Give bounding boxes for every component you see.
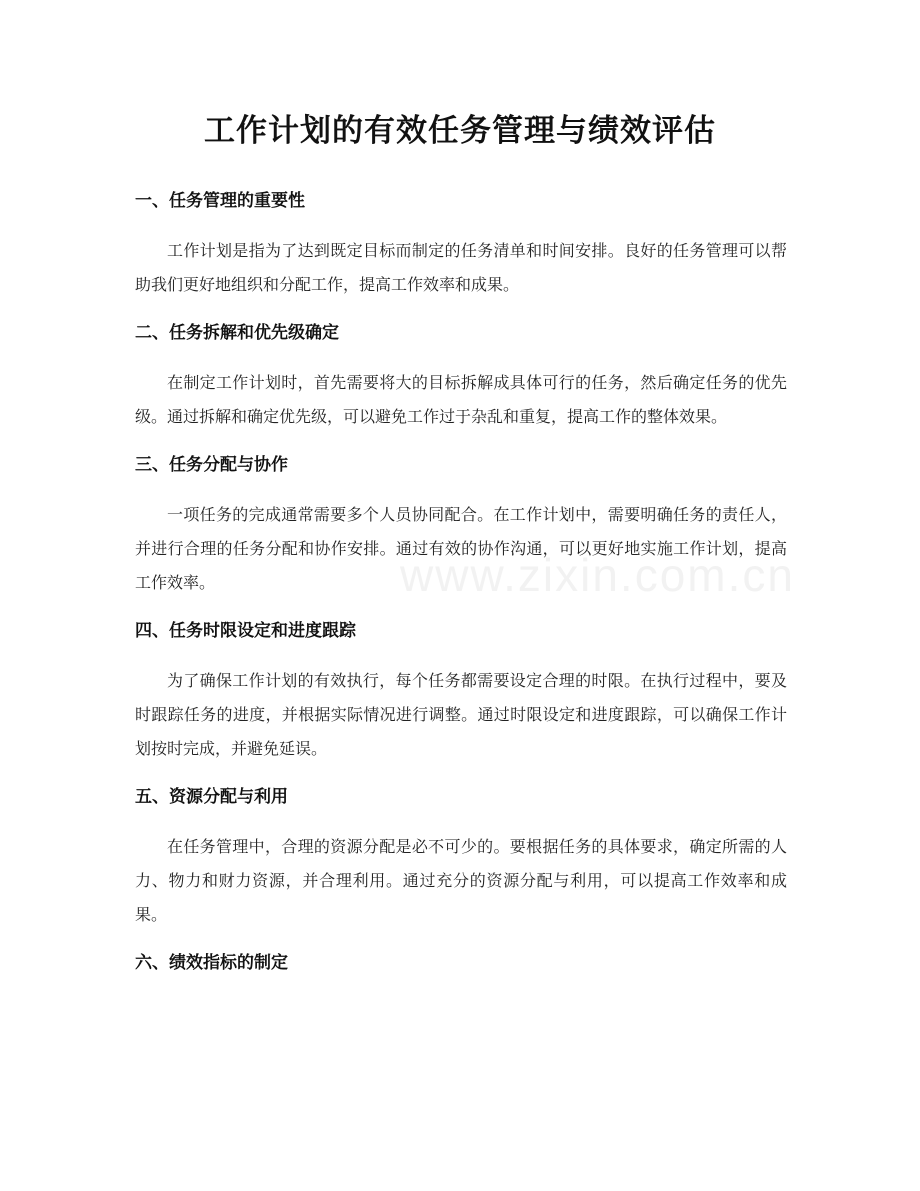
section-heading-2: 二、任务拆解和优先级确定 xyxy=(135,323,339,343)
section-heading-6: 六、绩效指标的制定 xyxy=(135,953,288,973)
section-heading-4: 四、任务时限设定和进度跟踪 xyxy=(135,621,356,641)
section-paragraph-2: 在制定工作计划时，首先需要将大的目标拆解成具体可行的任务，然后确定任务的优先级。通过拆解和确定优先级，可以避免工作过于杂乱和重复，提高工作的整体效果。 xyxy=(135,373,787,426)
document-title: 工作计划的有效任务管理与绩效评估 xyxy=(204,113,716,149)
document-body xyxy=(135,186,787,996)
section-paragraph-3: 一项任务的完成通常需要多个人员协同配合。在工作计划中，需要明确任务的责任人，并进行合理的任务分配和协作安排。通过有效的协作沟通，可以更好地实施工作计划，提高工作效率。 xyxy=(135,505,787,592)
section-paragraph-4: 为了确保工作计划的有效执行，每个任务都需要设定合理的时限。在执行过程中，要及时跟踪任务的进度，并根据实际情况进行调整。通过时限设定和进度跟踪，可以确保工作计划按时完成，并避免延误。 xyxy=(135,671,787,758)
section-paragraph-5: 在任务管理中，合理的资源分配是必不可少的。要根据任务的具体要求，确定所需的人力、物力和财力资源，并合理利用。通过充分的资源分配与利用，可以提高工作效率和成果。 xyxy=(135,837,787,924)
section-paragraph-1: 工作计划是指为了达到既定目标而制定的任务清单和时间安排。良好的任务管理可以帮助我们更好地组织和分配工作，提高工作效率和成果。 xyxy=(135,241,787,294)
section-heading-1: 一、任务管理的重要性 xyxy=(135,191,305,211)
section-heading-5: 五、资源分配与利用 xyxy=(135,787,288,807)
section-heading-3: 三、任务分配与协作 xyxy=(135,455,288,475)
watermark: www.zixin.com.cn xyxy=(400,549,795,601)
